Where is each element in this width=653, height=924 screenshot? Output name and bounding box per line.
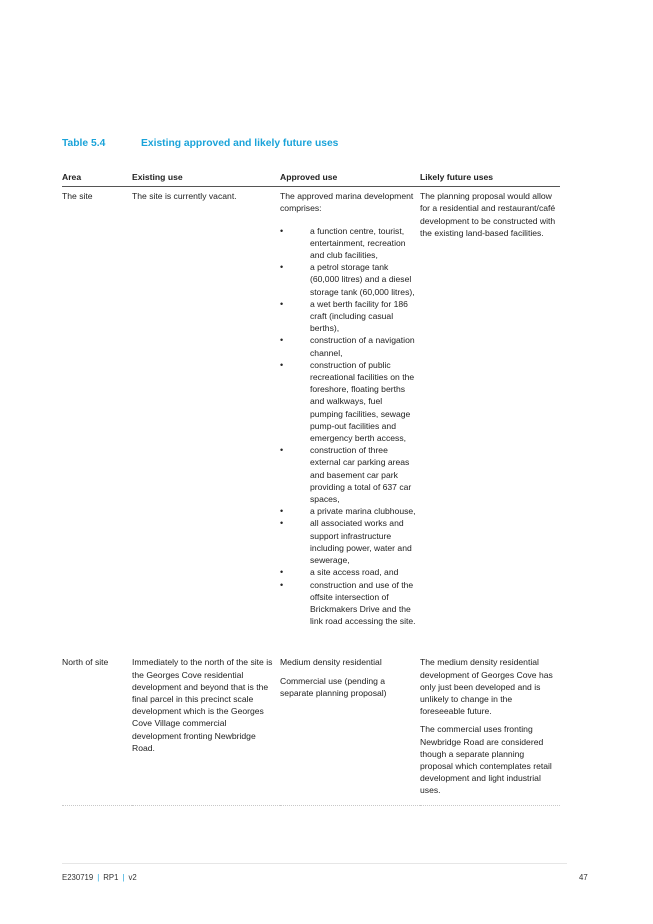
bullet-icon: • bbox=[280, 298, 284, 309]
header-approved-use: Approved use bbox=[280, 170, 420, 187]
area-cell: The site bbox=[62, 191, 93, 202]
footer-divider bbox=[62, 863, 567, 864]
page-number: 47 bbox=[579, 873, 588, 882]
approved-use-text: Commercial use (pending a separate planning proposal) bbox=[280, 675, 387, 698]
list-item bbox=[280, 261, 416, 298]
bullet-icon: • bbox=[280, 567, 284, 578]
bullet-icon: • bbox=[280, 359, 284, 370]
document-number: E230719 bbox=[62, 873, 94, 882]
list-item-text: construction of public recreational facilities on the foreshore, floating berths and walkways, fuel pumping facilities, sewage pump-out facilities and emergency berth access, bbox=[310, 359, 415, 444]
version: v2 bbox=[128, 873, 137, 882]
existing-use-cell: The site is currently vacant. bbox=[132, 191, 237, 202]
bullet-icon: • bbox=[280, 225, 284, 236]
list-item bbox=[280, 334, 416, 358]
list-item bbox=[280, 566, 416, 578]
list-item bbox=[280, 359, 416, 444]
bullet-icon: • bbox=[280, 262, 284, 273]
header-likely-future-uses: Likely future uses bbox=[420, 170, 560, 187]
footer-separator: | bbox=[122, 873, 125, 882]
list-item-text: a site access road, and bbox=[310, 567, 399, 578]
approved-use-cell bbox=[280, 187, 420, 654]
header-existing-use: Existing use bbox=[132, 170, 280, 187]
likely-use-text: The commercial uses fronting Newbridge Road are considered though a separate planning proposal which contemplates retail development and light industrial uses. bbox=[420, 724, 552, 796]
table-row bbox=[62, 653, 560, 805]
list-item-text: construction of three external car parking areas and basement car park providing a total of 637 car spaces, bbox=[310, 445, 412, 505]
list-item bbox=[280, 579, 416, 628]
list-item bbox=[280, 517, 416, 566]
list-item-text: construction of a navigation channel, bbox=[310, 335, 415, 358]
list-item-text: a petrol storage tank (60,000 litres) and a diesel storage tank (60,000 litres), bbox=[310, 262, 415, 297]
bullet-icon: • bbox=[280, 579, 284, 590]
list-item bbox=[280, 444, 416, 505]
list-item bbox=[280, 298, 416, 335]
likely-use-text: The medium density residential development of Georges Cove has only just been developed and is unlikely to change in the foreseeable future. bbox=[420, 657, 553, 717]
uses-table bbox=[62, 170, 560, 806]
footer-reference bbox=[62, 872, 137, 884]
list-item-text: construction and use of the offsite intersection of Brickmakers Drive and the link road accessing the site. bbox=[310, 579, 416, 627]
bullet-icon: • bbox=[280, 518, 284, 529]
approved-intro: The approved marina development comprises: bbox=[280, 191, 414, 214]
header-area: Area bbox=[62, 170, 132, 187]
footer-separator: | bbox=[97, 873, 100, 882]
list-item-text: a private marina clubhouse, bbox=[310, 506, 416, 517]
bullet-icon: • bbox=[280, 335, 284, 346]
existing-use-cell: Immediately to the north of the site is the Georges Cove residential development and beyond that is the final parcel in this precinct scale development which is the Georges Cove Village commercial development fronting Newbridge Road. bbox=[132, 653, 280, 805]
list-item-text: all associated works and support infrastructure including power, water and sewerage, bbox=[310, 518, 412, 566]
approved-list bbox=[280, 225, 416, 628]
approved-use-cell bbox=[280, 653, 420, 805]
likely-future-use-cell: The planning proposal would allow for a residential and restaurant/café development to be constructed with the existing land-based facilities. bbox=[420, 191, 556, 238]
list-item bbox=[280, 225, 416, 262]
table-row bbox=[62, 187, 560, 654]
list-item-text: a function centre, tourist, entertainment, recreation and club facilities, bbox=[310, 225, 406, 261]
table-title: Existing approved and likely future uses bbox=[141, 138, 339, 149]
likely-future-use-cell bbox=[420, 653, 560, 805]
header-row bbox=[62, 170, 560, 187]
table-number: Table 5.4 bbox=[62, 138, 106, 149]
report-code: RP1 bbox=[103, 873, 119, 882]
bullet-icon: • bbox=[280, 506, 284, 517]
list-item-text: a wet berth facility for 186 craft (including casual berths), bbox=[310, 298, 408, 334]
table-caption bbox=[62, 138, 338, 150]
list-item bbox=[280, 505, 416, 517]
bullet-icon: • bbox=[280, 445, 284, 456]
area-cell: North of site bbox=[62, 653, 132, 805]
approved-use-text: Medium density residential bbox=[280, 657, 382, 668]
